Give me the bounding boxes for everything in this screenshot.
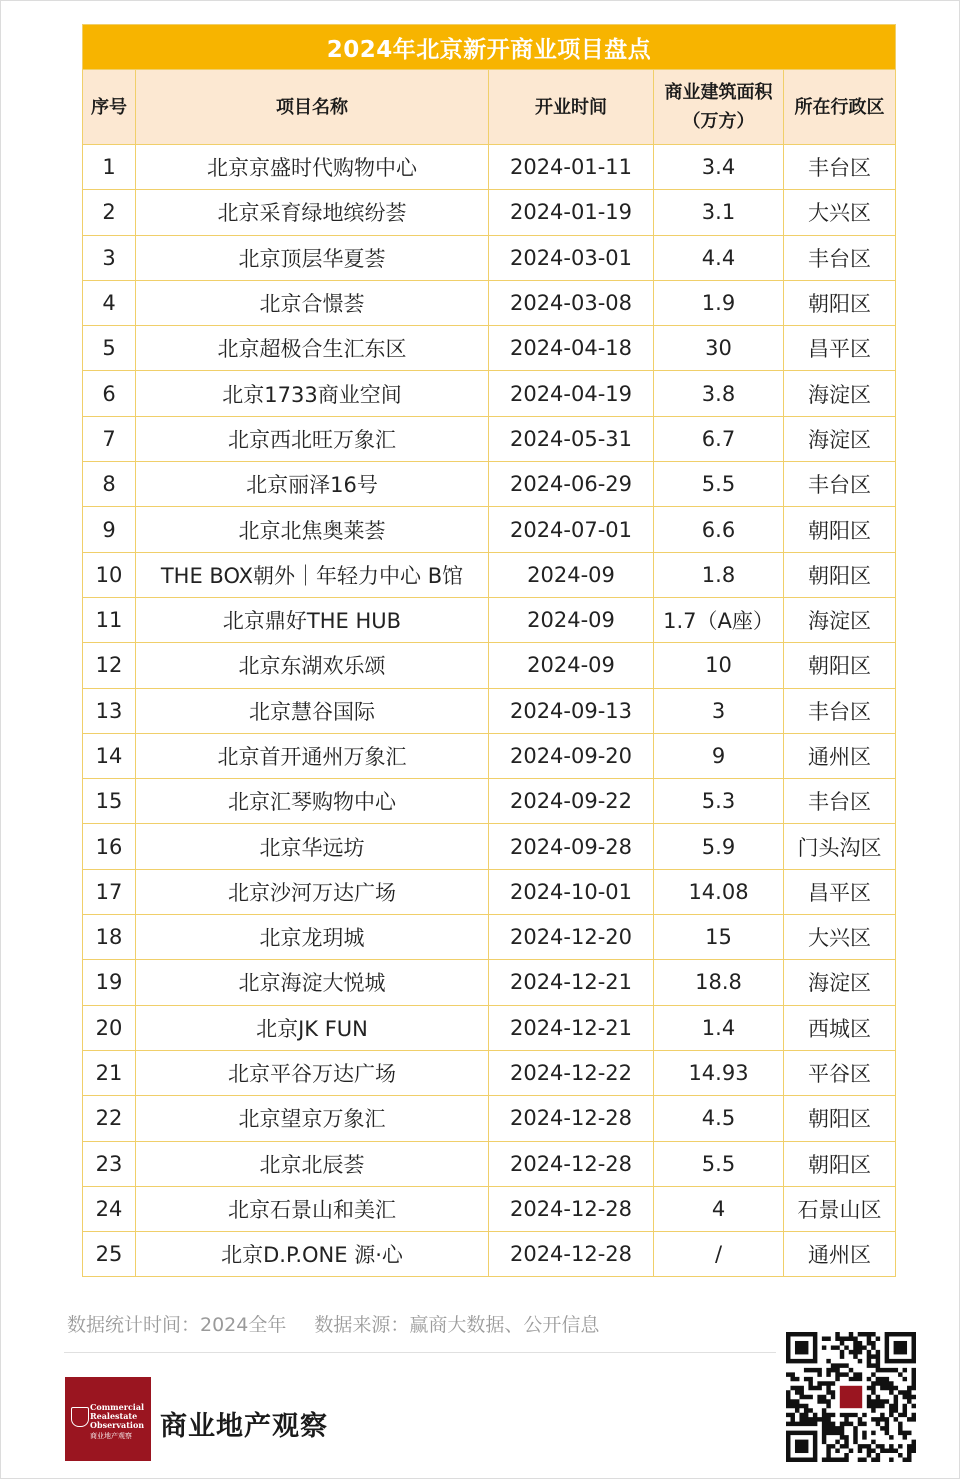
cell-area: 14.93 <box>654 1050 784 1095</box>
cell-open-date: 2024-09 <box>489 552 654 597</box>
cell-open-date: 2024-03-08 <box>489 280 654 325</box>
cell-index: 15 <box>83 779 136 824</box>
cell-area: 4.4 <box>654 235 784 280</box>
cell-index: 21 <box>83 1050 136 1095</box>
table-row <box>83 235 896 280</box>
cell-project-name: 北京龙玥城 <box>136 915 489 960</box>
cell-project-name: 北京1733商业空间 <box>136 371 489 416</box>
cell-index: 11 <box>83 597 136 642</box>
cell-open-date: 2024-07-01 <box>489 507 654 552</box>
cell-open-date: 2024-12-21 <box>489 1005 654 1050</box>
cell-area: 3 <box>654 688 784 733</box>
cell-index: 17 <box>83 869 136 914</box>
table-row <box>83 145 896 190</box>
cell-district: 门头沟区 <box>784 824 896 869</box>
cell-open-date: 2024-12-28 <box>489 1096 654 1141</box>
cell-district: 大兴区 <box>784 915 896 960</box>
cell-open-date: 2024-09-20 <box>489 733 654 778</box>
cell-project-name: 北京D.P.ONE 源·心 <box>136 1232 489 1277</box>
cell-open-date: 2024-09-13 <box>489 688 654 733</box>
cell-open-date: 2024-09 <box>489 597 654 642</box>
cell-district: 通州区 <box>784 733 896 778</box>
cell-district: 海淀区 <box>784 960 896 1005</box>
projects-table <box>82 24 896 1277</box>
cell-index: 5 <box>83 326 136 371</box>
cell-area: 4.5 <box>654 1096 784 1141</box>
cell-open-date: 2024-03-01 <box>489 235 654 280</box>
brand-logo <box>65 1377 151 1461</box>
cell-open-date: 2024-04-19 <box>489 371 654 416</box>
cell-open-date: 2024-12-22 <box>489 1050 654 1095</box>
cell-project-name: 北京合憬荟 <box>136 280 489 325</box>
cell-district: 朝阳区 <box>784 507 896 552</box>
cell-project-name: 北京海淀大悦城 <box>136 960 489 1005</box>
cell-district: 朝阳区 <box>784 280 896 325</box>
cell-project-name: 北京丽泽16号 <box>136 462 489 507</box>
cell-index: 8 <box>83 462 136 507</box>
cell-open-date: 2024-09-22 <box>489 779 654 824</box>
cell-area: 1.8 <box>654 552 784 597</box>
table-row <box>83 824 896 869</box>
cell-project-name: 北京汇琴购物中心 <box>136 779 489 824</box>
cell-index: 18 <box>83 915 136 960</box>
cell-district: 海淀区 <box>784 416 896 461</box>
cell-open-date: 2024-12-21 <box>489 960 654 1005</box>
cell-district: 昌平区 <box>784 869 896 914</box>
cell-open-date: 2024-06-29 <box>489 462 654 507</box>
logo-en-line-1: Commercial <box>90 1402 145 1412</box>
cell-district: 平谷区 <box>784 1050 896 1095</box>
cell-open-date: 2024-10-01 <box>489 869 654 914</box>
cell-district: 丰台区 <box>784 462 896 507</box>
logo-seal-icon <box>71 1407 89 1427</box>
cell-index: 20 <box>83 1005 136 1050</box>
header-district: 所在行政区 <box>784 70 896 145</box>
table-row <box>83 1096 896 1141</box>
cell-index: 2 <box>83 190 136 235</box>
cell-project-name: 北京首开通州万象汇 <box>136 733 489 778</box>
cell-project-name: 北京北焦奥莱荟 <box>136 507 489 552</box>
cell-project-name: THE BOX朝外｜年轻力中心 B馆 <box>136 552 489 597</box>
header-area-text: 商业建筑面积（万方） <box>664 82 773 132</box>
cell-area: 6.6 <box>654 507 784 552</box>
cell-project-name: 北京平谷万达广场 <box>136 1050 489 1095</box>
table-row <box>83 416 896 461</box>
cell-index: 4 <box>83 280 136 325</box>
cell-area: 15 <box>654 915 784 960</box>
cell-project-name: 北京华远坊 <box>136 824 489 869</box>
table-row <box>83 915 896 960</box>
table-row <box>83 960 896 1005</box>
cell-district: 朝阳区 <box>784 643 896 688</box>
cell-index: 22 <box>83 1096 136 1141</box>
cell-index: 16 <box>83 824 136 869</box>
cell-project-name: 北京京盛时代购物中心 <box>136 145 489 190</box>
cell-district: 朝阳区 <box>784 1141 896 1186</box>
qr-code-icon <box>786 1332 916 1462</box>
cell-open-date: 2024-05-31 <box>489 416 654 461</box>
cell-index: 9 <box>83 507 136 552</box>
table-row <box>83 1232 896 1277</box>
cell-area: / <box>654 1232 784 1277</box>
cell-project-name: 北京采育绿地缤纷荟 <box>136 190 489 235</box>
cell-area: 10 <box>654 643 784 688</box>
table-row <box>83 643 896 688</box>
cell-district: 通州区 <box>784 1232 896 1277</box>
cell-index: 3 <box>83 235 136 280</box>
footer-source: 数据来源：赢商大数据、公开信息 <box>314 1314 600 1336</box>
table-row <box>83 688 896 733</box>
cell-district: 石景山区 <box>784 1186 896 1231</box>
table-row <box>83 869 896 914</box>
cell-area: 5.9 <box>654 824 784 869</box>
logo-en-line-2: Realestate <box>90 1411 138 1421</box>
cell-area: 1.9 <box>654 280 784 325</box>
cell-index: 6 <box>83 371 136 416</box>
cell-area: 4 <box>654 1186 784 1231</box>
table-row <box>83 1005 896 1050</box>
cell-district: 丰台区 <box>784 688 896 733</box>
cell-open-date: 2024-12-20 <box>489 915 654 960</box>
table-row <box>83 733 896 778</box>
cell-area: 5.3 <box>654 779 784 824</box>
footer-note <box>67 1310 599 1337</box>
table-row <box>83 190 896 235</box>
table-row <box>83 1186 896 1231</box>
cell-project-name: 北京鼎好THE HUB <box>136 597 489 642</box>
cell-index: 13 <box>83 688 136 733</box>
cell-index: 23 <box>83 1141 136 1186</box>
cell-index: 1 <box>83 145 136 190</box>
table-row <box>83 1050 896 1095</box>
cell-area: 5.5 <box>654 1141 784 1186</box>
cell-project-name: 北京北辰荟 <box>136 1141 489 1186</box>
cell-index: 12 <box>83 643 136 688</box>
table-row <box>83 280 896 325</box>
brand-name: 商业地产观察 <box>160 1411 328 1442</box>
cell-project-name: 北京东湖欢乐颂 <box>136 643 489 688</box>
header-area <box>654 70 784 145</box>
cell-project-name: 北京超极合生汇东区 <box>136 326 489 371</box>
logo-chinese-text: 商业地产观察 <box>90 1432 132 1440</box>
cell-open-date: 2024-12-28 <box>489 1141 654 1186</box>
cell-project-name: 北京慧谷国际 <box>136 688 489 733</box>
cell-district: 丰台区 <box>784 145 896 190</box>
table-row <box>83 326 896 371</box>
header-open-date: 开业时间 <box>489 70 654 145</box>
logo-english-text <box>90 1403 150 1430</box>
cell-area: 9 <box>654 733 784 778</box>
cell-project-name: 北京沙河万达广场 <box>136 869 489 914</box>
table-row <box>83 1141 896 1186</box>
cell-district: 朝阳区 <box>784 1096 896 1141</box>
table-row <box>83 779 896 824</box>
cell-open-date: 2024-09 <box>489 643 654 688</box>
table-title: 2024年北京新开商业项目盘点 <box>83 25 896 70</box>
cell-index: 14 <box>83 733 136 778</box>
table-row <box>83 462 896 507</box>
cell-district: 朝阳区 <box>784 552 896 597</box>
cell-area: 14.08 <box>654 869 784 914</box>
cell-area: 3.4 <box>654 145 784 190</box>
cell-index: 25 <box>83 1232 136 1277</box>
cell-area: 3.8 <box>654 371 784 416</box>
cell-open-date: 2024-01-19 <box>489 190 654 235</box>
cell-district: 昌平区 <box>784 326 896 371</box>
cell-area: 1.7（A座） <box>654 597 784 642</box>
footer-stat-time: 数据统计时间：2024全年 <box>67 1314 287 1336</box>
table-row <box>83 552 896 597</box>
cell-index: 10 <box>83 552 136 597</box>
header-index: 序号 <box>83 70 136 145</box>
footer-divider <box>64 1352 776 1353</box>
cell-index: 7 <box>83 416 136 461</box>
cell-project-name: 北京JK FUN <box>136 1005 489 1050</box>
cell-area: 3.1 <box>654 190 784 235</box>
cell-project-name: 北京顶层华夏荟 <box>136 235 489 280</box>
cell-project-name: 北京石景山和美汇 <box>136 1186 489 1231</box>
table-header-row <box>83 70 896 145</box>
cell-area: 6.7 <box>654 416 784 461</box>
cell-open-date: 2024-12-28 <box>489 1232 654 1277</box>
cell-area: 1.4 <box>654 1005 784 1050</box>
header-project-name: 项目名称 <box>136 70 489 145</box>
cell-project-name: 北京西北旺万象汇 <box>136 416 489 461</box>
logo-en-line-3: Observation <box>90 1420 145 1430</box>
cell-open-date: 2024-04-18 <box>489 326 654 371</box>
cell-district: 丰台区 <box>784 779 896 824</box>
cell-area: 5.5 <box>654 462 784 507</box>
cell-district: 丰台区 <box>784 235 896 280</box>
cell-project-name: 北京望京万象汇 <box>136 1096 489 1141</box>
table-row <box>83 507 896 552</box>
table-row <box>83 371 896 416</box>
cell-district: 海淀区 <box>784 597 896 642</box>
cell-index: 24 <box>83 1186 136 1231</box>
cell-open-date: 2024-09-28 <box>489 824 654 869</box>
table-row <box>83 597 896 642</box>
cell-district: 海淀区 <box>784 371 896 416</box>
cell-area: 30 <box>654 326 784 371</box>
cell-district: 大兴区 <box>784 190 896 235</box>
cell-open-date: 2024-12-28 <box>489 1186 654 1231</box>
cell-open-date: 2024-01-11 <box>489 145 654 190</box>
table-body <box>83 145 896 1277</box>
cell-index: 19 <box>83 960 136 1005</box>
cell-area: 18.8 <box>654 960 784 1005</box>
cell-district: 西城区 <box>784 1005 896 1050</box>
